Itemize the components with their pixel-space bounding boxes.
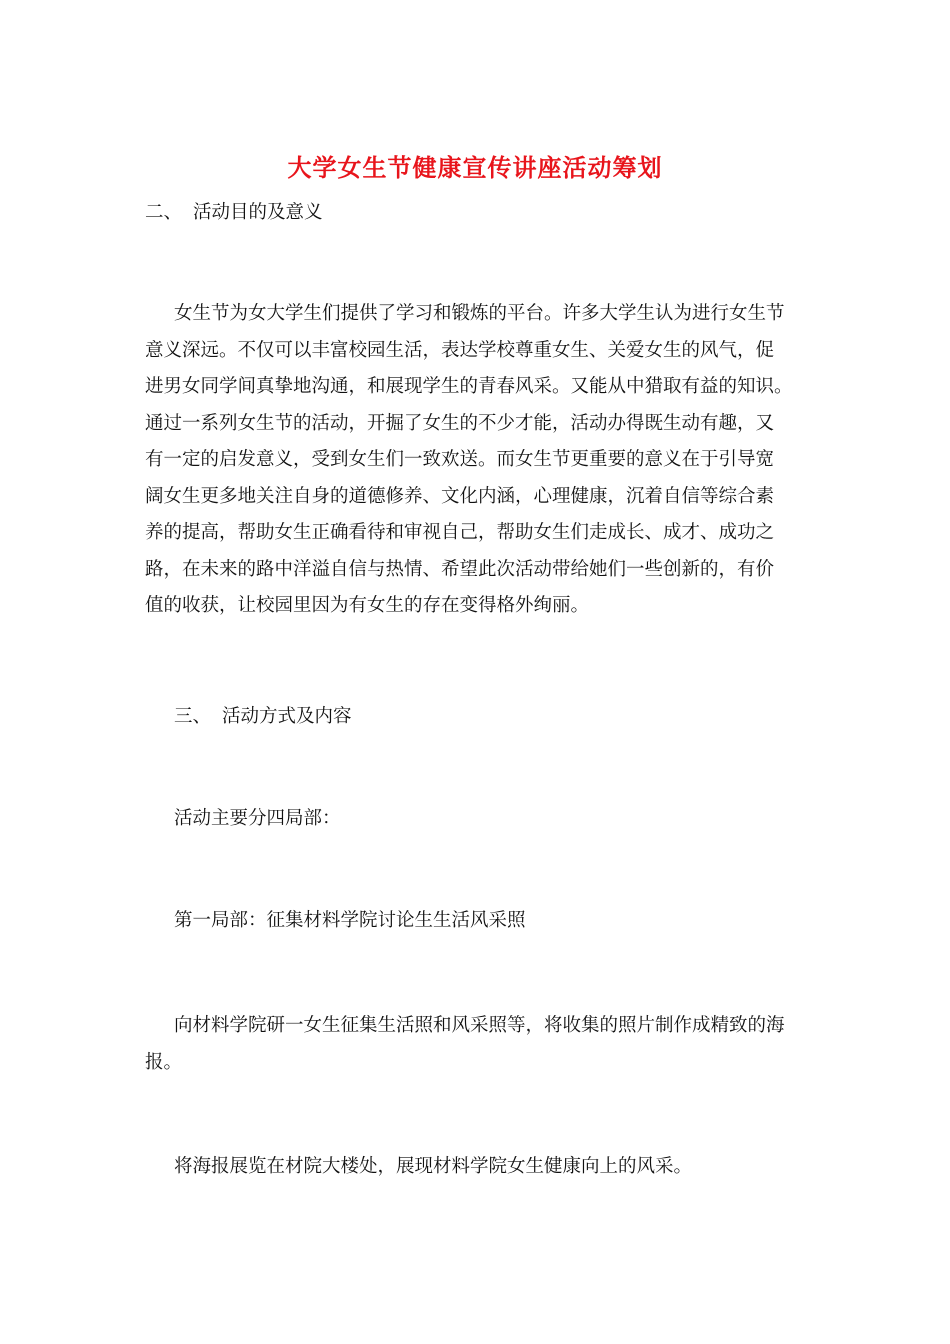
paragraph-line: 路，在未来的路中洋溢自信与热情、希望此次活动带给她们一些创新的，有价 — [145, 558, 775, 580]
paragraph-line: 意义深远。不仅可以丰富校园生活，表达学校尊重女生、关爱女生的风气，促 — [145, 339, 775, 361]
section-number: 二、 — [145, 202, 183, 223]
paragraph-line: 阔女生更多地关注自身的道德修养、文化内涵，心理健康，沉着自信等综合素 — [145, 485, 775, 507]
paragraph-line: 值的收获，让校园里因为有女生的存在变得格外绚丽。 — [145, 595, 590, 616]
section-label: 活动方式及内容 — [222, 706, 352, 727]
paragraph-line: 进男女同学间真挚地沟通，和展现学生的青春风采。又能从中猎取有益的知识。 — [145, 376, 793, 397]
document-title: 大学女生节健康宣传讲座活动筹划 — [287, 153, 663, 182]
section-label: 活动目的及意义 — [193, 202, 323, 223]
paragraph-line: 报。 — [145, 1051, 183, 1073]
part1-heading: 第一局部：征集材料学院讨论生生活风采照 — [174, 910, 526, 931]
paragraph-line: 养的提高，帮助女生正确看待和审视自己，帮助女生们走成长、成才、成功之 — [145, 522, 775, 543]
activity-intro: 活动主要分四局部： — [174, 808, 341, 829]
section-number: 三、 — [174, 706, 212, 727]
paragraph-line: 女生节为女大学生们提供了学习和锻炼的平台。许多大学生认为进行女生节 — [174, 303, 785, 324]
part1-paragraph — [145, 1008, 825, 1081]
section-heading-3 — [174, 700, 352, 734]
paragraph-line: 有一定的启发意义，受到女生们一致欢送。而女生节更重要的意义在于引导宽 — [145, 449, 775, 470]
paragraph-line: 向材料学院研一女生征集生活照和风采照等，将收集的照片制作成精致的海 — [174, 1015, 785, 1036]
paragraph-line: 通过一系列女生节的活动，开掘了女生的不少才能，活动办得既生动有趣，又 — [145, 412, 775, 434]
intro-paragraph — [145, 296, 825, 625]
section-heading-2 — [145, 196, 323, 230]
part1-exhibit: 将海报展览在材院大楼处，展现材料学院女生健康向上的风采。 — [174, 1156, 693, 1177]
